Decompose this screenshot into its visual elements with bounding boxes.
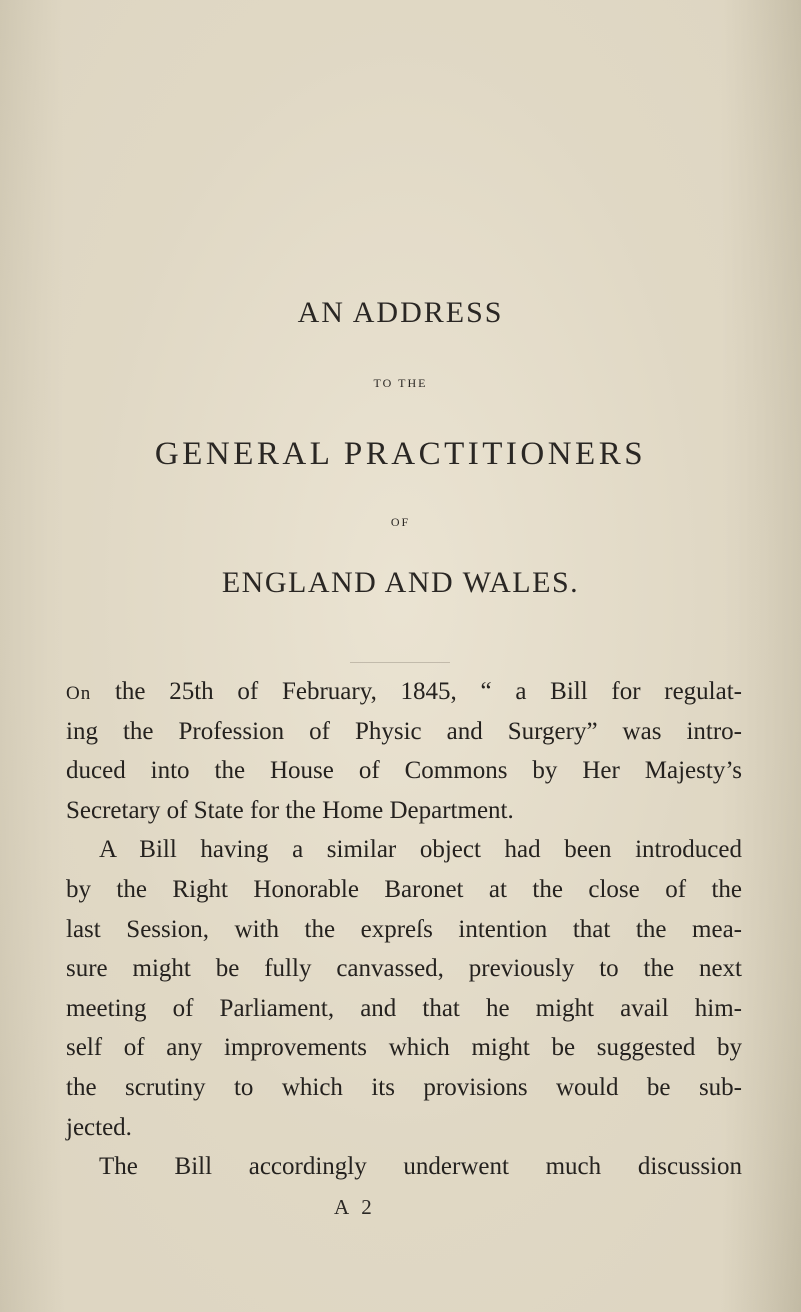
title-of: OF xyxy=(390,515,411,529)
body-paragraphs xyxy=(66,672,742,1187)
body-line: jected. xyxy=(66,1113,132,1141)
body-line: last Session, with the expreſs intention that the mea- xyxy=(66,915,742,943)
body-line: duced into the House of Commons by Her Majesty’s xyxy=(66,757,742,785)
body-line: by the Right Honorable Baronet at the close of the xyxy=(66,875,742,903)
body-line: self of any improvements which might be suggested by xyxy=(66,1034,742,1062)
title-an-address: AN ADDRESS xyxy=(297,296,504,329)
body-line: ing the Profession of Physic and Surgery” was intro- xyxy=(66,717,742,745)
body-line xyxy=(66,672,742,712)
title-to-the: TO THE xyxy=(373,376,428,390)
body-line: meeting of Parliament, and that he might avail him- xyxy=(66,994,742,1022)
body-line: The Bill accordingly underwent much discussion xyxy=(99,1153,742,1181)
body-line: Secretary of State for the Home Department. xyxy=(66,796,514,824)
title-england-and-wales: ENGLAND AND WALES. xyxy=(221,566,580,599)
body-line: A Bill having a similar object had been introduced xyxy=(99,836,742,864)
body-line: the scrutiny to which its provisions would be sub- xyxy=(66,1073,742,1101)
title-general-practitioners: GENERAL PRACTITIONERS xyxy=(154,436,647,472)
separator-rule xyxy=(350,662,450,663)
signature-mark: A 2 xyxy=(334,1195,376,1219)
body-line-text: the 25th of February, 1845, “ a Bill for regulat- xyxy=(91,678,742,705)
initial-word: On xyxy=(66,683,92,704)
body-line: sure might be fully canvassed, previously to the next xyxy=(66,955,742,983)
